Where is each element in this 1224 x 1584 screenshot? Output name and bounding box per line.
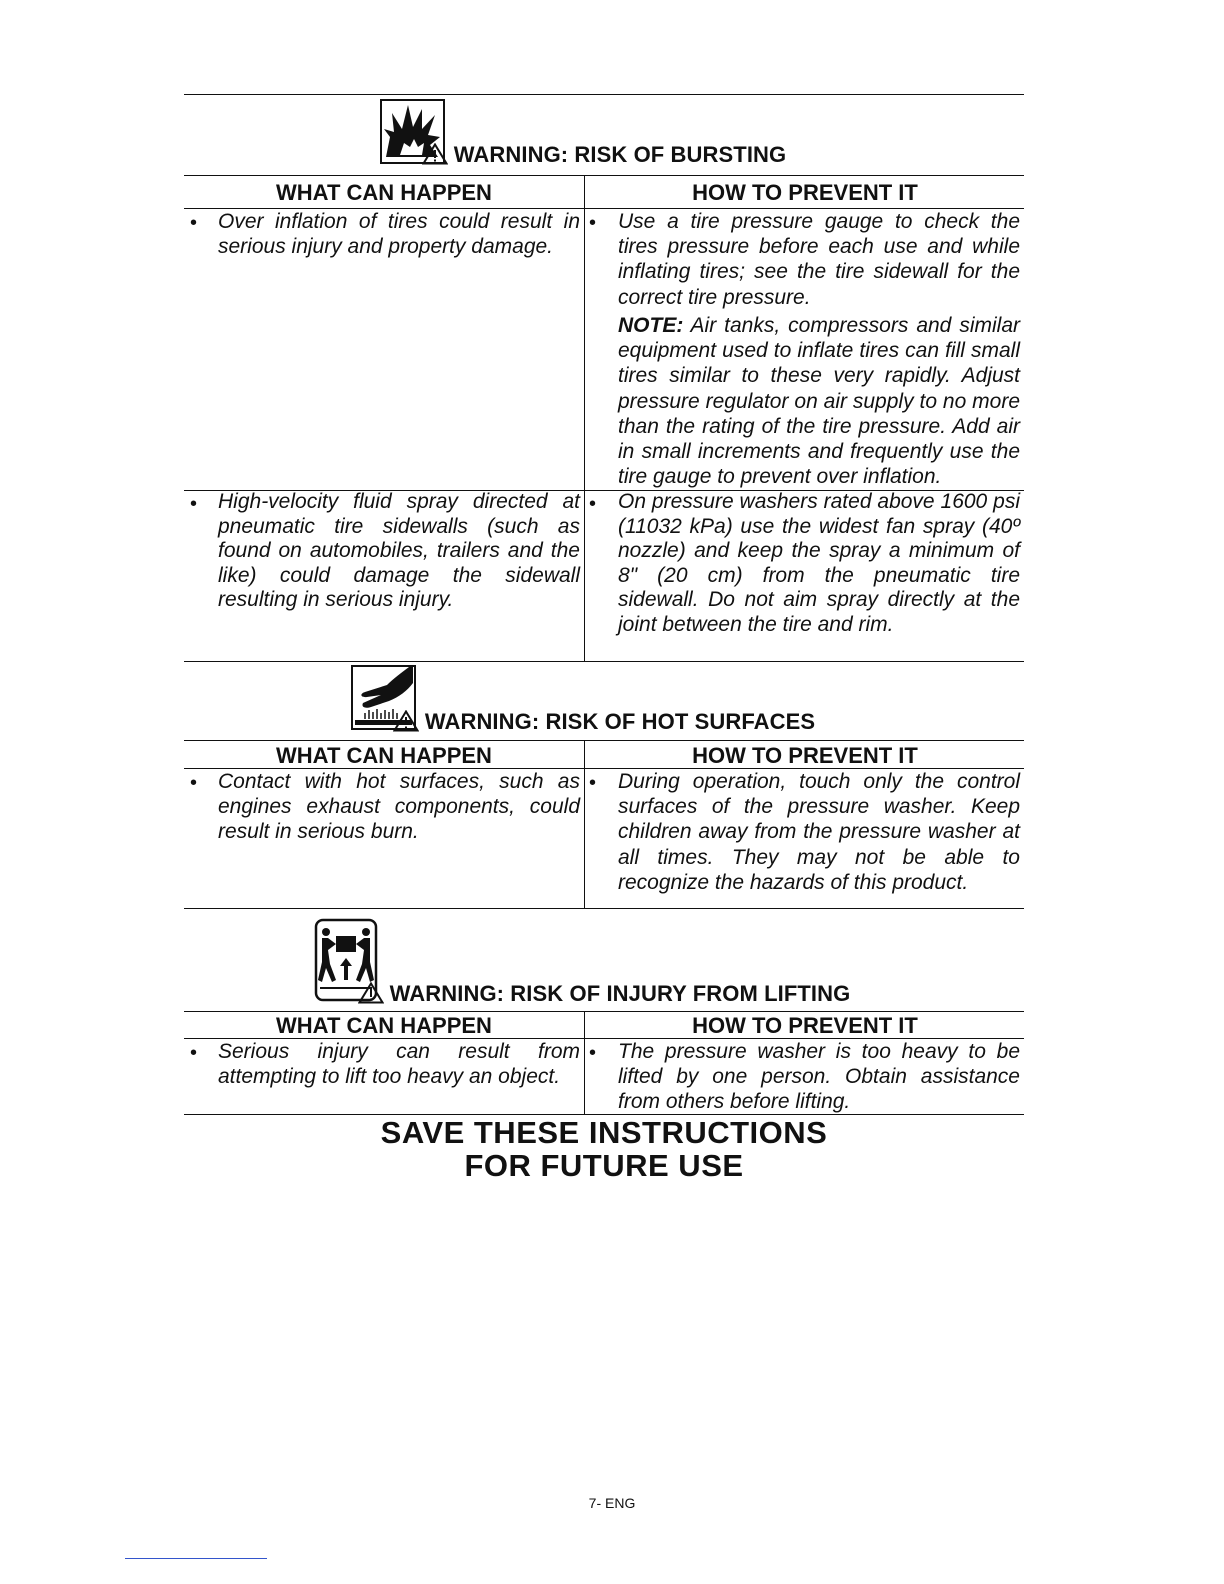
hazard-text: Serious injury can result from attempting to lift too heavy an object. bbox=[218, 1040, 580, 1089]
bullet: • bbox=[589, 772, 597, 794]
section-3-title-text: WARNING: RISK OF INJURY FROM LIFTING bbox=[389, 981, 851, 1006]
section-2-title bbox=[184, 709, 1024, 735]
col-header-how-to-prevent: HOW TO PREVENT IT bbox=[692, 743, 918, 768]
note-text: Air tanks, compressors and similar equipment used to inflate tires can fill small tires similar to these very rapidly. Adjust pressure regulator on air supply to no more than the rating of the tire pressure. Add air in small increments and frequently use the tire gauge to prevent over inflation. bbox=[618, 314, 1020, 489]
hazard-text: High-velocity fluid spray directed at pneumatic tire sidewalls (such as found on automobiles, trailers and the like) could damage the sidewall resulting in serious injury. bbox=[218, 490, 580, 611]
col-header-what-can-happen: WHAT CAN HAPPEN bbox=[276, 1013, 492, 1038]
warning-triangle-icon bbox=[358, 982, 384, 1004]
warning-triangle-icon bbox=[393, 710, 419, 732]
col-header-how-to-prevent: HOW TO PREVENT IT bbox=[692, 1013, 918, 1038]
warning-triangle-icon bbox=[422, 143, 448, 165]
prevention-text: During operation, touch only the control surfaces of the pressure washer. Keep children away from the pressure washer at all times. They may not be able to recognize the hazards of this product. bbox=[618, 770, 1020, 894]
col-header-what-can-happen: WHAT CAN HAPPEN bbox=[276, 180, 492, 205]
bullet: • bbox=[190, 772, 198, 794]
bullet: • bbox=[589, 212, 597, 234]
hazard-text: Over inflation of tires could result in serious injury and property damage. bbox=[218, 210, 580, 259]
rule bbox=[184, 661, 1024, 662]
rule bbox=[184, 908, 1024, 909]
note-label: NOTE: bbox=[618, 314, 684, 337]
link-underline bbox=[125, 1558, 267, 1559]
bullet: • bbox=[190, 212, 198, 234]
prevention-text: The pressure washer is too heavy to be lifted by one person. Obtain assistance from others before lifting. bbox=[618, 1040, 1020, 1114]
page-number: 7- ENG bbox=[588, 1495, 636, 1511]
note-paragraph bbox=[618, 313, 1020, 489]
column-divider bbox=[584, 740, 585, 908]
section-2-title-text: WARNING: RISK OF HOT SURFACES bbox=[424, 709, 816, 734]
hazard-text: Contact with hot surfaces, such as engines exhaust components, could result in serious burn. bbox=[218, 770, 580, 844]
col-header-what-can-happen: WHAT CAN HAPPEN bbox=[276, 743, 492, 768]
section-1-title bbox=[184, 142, 1024, 168]
column-divider bbox=[584, 175, 585, 661]
prevention-text: Use a tire pressure gauge to check the tires pressure before each use and while inflating tires; see the tire sidewall for the correct tire pressure. bbox=[618, 210, 1020, 309]
top-rule bbox=[184, 94, 1024, 95]
rule bbox=[184, 175, 1024, 176]
rule bbox=[184, 1011, 1024, 1012]
section-1-title-text: WARNING: RISK OF BURSTING bbox=[453, 142, 787, 167]
bullet: • bbox=[589, 493, 597, 515]
bullet: • bbox=[589, 1042, 597, 1064]
rule bbox=[184, 740, 1024, 741]
save-instructions-line-2: FOR FUTURE USE bbox=[464, 1148, 744, 1183]
column-divider bbox=[584, 1011, 585, 1114]
prevention-text: On pressure washers rated above 1600 psi (11032 kPa) use the widest fan spray (40º nozzle) and keep the spray a minimum of 8" (20 cm) from the pneumatic tire sidewall. Do not aim spray directly at the joint between the tire and rim. bbox=[618, 490, 1020, 636]
col-header-how-to-prevent: HOW TO PREVENT IT bbox=[692, 180, 918, 205]
save-instructions-line-1: SAVE THESE INSTRUCTIONS bbox=[380, 1115, 828, 1150]
bullet: • bbox=[190, 1042, 198, 1064]
section-3-title bbox=[184, 981, 1024, 1007]
bullet: • bbox=[190, 493, 198, 515]
